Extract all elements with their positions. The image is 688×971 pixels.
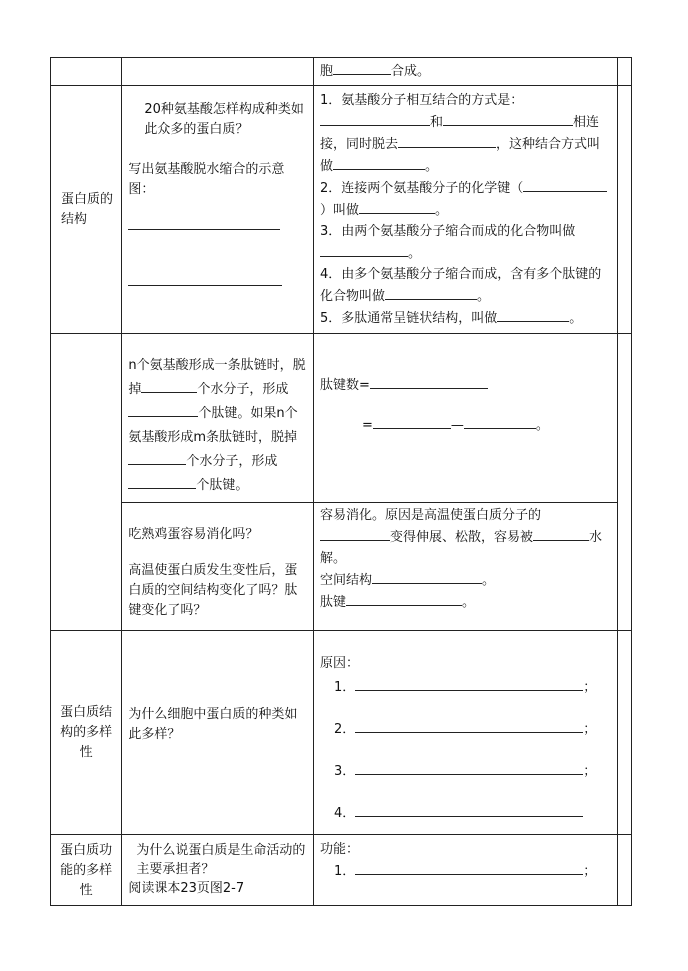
answer-2: 2．连接两个氨基酸分子的化学键（）叫做 。 <box>320 177 611 221</box>
fragment-text: 合成。 <box>390 64 430 79</box>
peptide-bond-formula-2: = — 。 <box>320 414 611 436</box>
answer-blank[interactable] <box>372 569 482 584</box>
reason-label: 原因： <box>319 656 359 671</box>
reason-item-2: 2． ； <box>320 718 611 740</box>
question-text: 写出氨基酸脱水缩合的示意图： <box>128 162 285 197</box>
table-row: n个氨基酸形成一条肽链时，脱掉 个水分子，形成个肽键。如果n个氨基酸形成m条肽链时，脱掉个水分子，形成个肽键。 肽键数= = — 。 <box>51 334 632 503</box>
answer-blank[interactable] <box>355 860 583 875</box>
answer-blank[interactable] <box>346 591 462 606</box>
reason-item-3: 3． ； <box>320 760 611 782</box>
question-text: 为什么说蛋白质是生命活动的主要承担者？ <box>136 843 306 877</box>
answer-egg-2: 空间结构 。 <box>320 569 611 591</box>
answer-blank[interactable] <box>533 526 589 541</box>
answer-blank[interactable] <box>128 402 198 417</box>
row-label-function: 蛋白质功能的多样性 <box>60 843 113 898</box>
function-item-1: 1． ； <box>320 860 611 882</box>
answer-blank[interactable] <box>370 374 488 389</box>
answer-blank[interactable] <box>128 450 186 465</box>
question-text: 为什么细胞中蛋白质的种类如此多样？ <box>128 706 298 742</box>
answer-1: 1．氨基酸分子相互结合的方式是：和 相连接，同时脱去 ，这种结合方式叫做 。 <box>319 93 600 174</box>
answer-blank[interactable] <box>443 111 573 126</box>
answer-blank[interactable] <box>355 676 583 691</box>
answer-blank[interactable] <box>497 307 569 322</box>
answer-blank[interactable] <box>141 378 197 393</box>
answer-blank[interactable] <box>355 802 583 817</box>
answer-5: 5．多肽通常呈链状结构，叫做 。 <box>320 307 611 329</box>
reading-note: 阅读课本23页图2-7 <box>128 881 245 896</box>
answer-blank[interactable] <box>523 177 607 192</box>
question-text: 高温使蛋白质发生变性后，蛋白质的空间结构变化了吗？肽键变化了吗？ <box>128 563 298 618</box>
answer-egg-1: 容易消化。原因是高温使蛋白质分子的变得伸展、松散，容易被 水解。 <box>319 508 602 566</box>
answer-blank[interactable] <box>373 414 451 429</box>
fragment-text: 胞 <box>319 64 333 79</box>
table-row <box>51 58 632 86</box>
function-label: 功能： <box>319 842 359 857</box>
lesson-table <box>50 57 632 906</box>
question-text: 20种氨基酸怎样构成种类如此众多的蛋白质？ <box>144 102 304 137</box>
row-label-structure: 蛋白质的结构 <box>61 191 114 227</box>
table-row <box>51 86 632 334</box>
answer-blank[interactable] <box>320 242 408 257</box>
answer-blank[interactable] <box>128 474 196 489</box>
answer-blank[interactable] <box>359 199 435 214</box>
answer-blank[interactable] <box>333 155 425 170</box>
drawing-line[interactable] <box>128 228 280 230</box>
table-row <box>51 631 632 835</box>
drawing-line[interactable] <box>128 284 282 286</box>
answer-blank[interactable] <box>355 760 583 775</box>
answer-4: 4．由多个氨基酸分子缩合而成，含有多个肽键的化合物叫做 。 <box>319 267 602 304</box>
answer-blank[interactable] <box>385 285 477 300</box>
table-row <box>51 835 632 906</box>
answer-egg-3: 肽键 。 <box>320 591 611 613</box>
reason-item-1: 1． ； <box>320 676 611 698</box>
answer-blank[interactable] <box>320 111 430 126</box>
answer-blank[interactable] <box>320 526 390 541</box>
answer-blank[interactable] <box>355 718 583 733</box>
reason-item-4: 4． <box>320 802 611 824</box>
peptide-bond-formula: 肽键数= <box>320 374 611 396</box>
answer-blank[interactable] <box>398 133 496 148</box>
question-text: 吃熟鸡蛋容易消化吗？ <box>128 527 259 542</box>
table-row <box>51 503 632 631</box>
answer-3: 3．由两个氨基酸分子缩合而成的化合物叫做。 <box>319 224 576 261</box>
answer-blank[interactable] <box>464 414 536 429</box>
answer-blank[interactable] <box>333 60 391 75</box>
row-label-diversity: 蛋白质结构的多样性 <box>60 704 113 760</box>
